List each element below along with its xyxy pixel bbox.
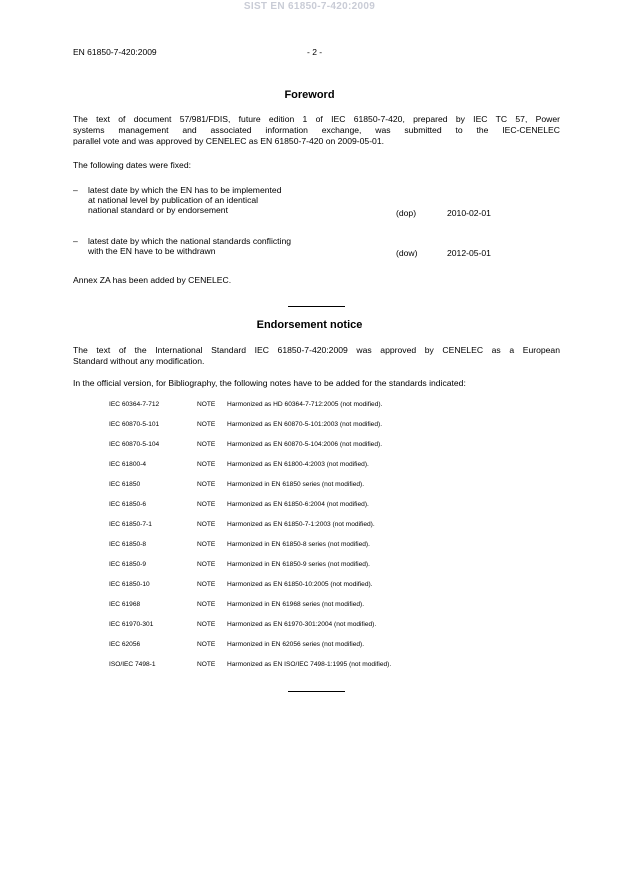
date-item-text-line-3: national standard or by endorsement (88, 205, 228, 215)
note-text: Harmonized as EN ISO/IEC 7498-1:1995 (not modified). (227, 661, 392, 668)
date-item-abbreviation: (dow) (396, 248, 418, 258)
standard-reference: IEC 61850 (109, 481, 141, 488)
note-text: Harmonized as EN 60870-5-104:2006 (not modified). (227, 441, 383, 448)
note-label: NOTE (197, 541, 216, 548)
date-item-date: 2010-02-01 (447, 208, 491, 218)
list-item (109, 441, 529, 461)
note-text: Harmonized as HD 60364-7-712:2005 (not modified). (227, 401, 383, 408)
list-item (109, 581, 529, 601)
note-text: Harmonized as EN 61800-4:2003 (not modified). (227, 461, 369, 468)
endorsement-paragraph-line-2: Standard without any modification. (73, 356, 205, 366)
note-text: Harmonized in EN 61850 series (not modified). (227, 481, 365, 488)
watermark: SIST EN 61850-7-420:2009 (243, 1, 376, 12)
dates-intro: The following dates were fixed: (73, 160, 191, 170)
standard-reference: IEC 61970-301 (109, 621, 154, 628)
date-item-text-line-1: latest date by which the EN has to be implemented (88, 185, 282, 195)
note-label: NOTE (197, 501, 216, 508)
date-item-text-line-2: with the EN have to be withdrawn (88, 246, 216, 256)
note-text: Harmonized as EN 61850-7-1:2003 (not modified). (227, 521, 375, 528)
list-item (109, 521, 529, 541)
list-item (109, 621, 529, 641)
standard-reference: IEC 60364-7-712 (109, 401, 160, 408)
list-dash: – (73, 185, 78, 195)
note-label: NOTE (197, 521, 216, 528)
page-number: - 2 - (307, 47, 323, 57)
foreword-paragraph-line-2: systems management and associated information exchange, was submitted to the IEC-CENELEC (73, 125, 560, 135)
note-text: Harmonized in EN 61850-9 series (not modified). (227, 561, 370, 568)
date-item-text-line-2: at national level by publication of an identical (88, 195, 259, 205)
standard-reference: IEC 61850-6 (109, 501, 147, 508)
list-item (109, 561, 529, 581)
endorsement-paragraph-line-1: The text of the International Standard IEC 61850-7-420:2009 was approved by CENELEC as a European (73, 345, 560, 355)
list-item (109, 421, 529, 441)
document-reference: EN 61850-7-420:2009 (73, 47, 157, 57)
foreword-title: Foreword (284, 89, 335, 101)
list-item (109, 641, 529, 661)
standard-reference: ISO/IEC 7498-1 (109, 661, 156, 668)
annex-note: Annex ZA has been added by CENELEC. (73, 275, 232, 285)
note-text: Harmonized as EN 61850-10:2005 (not modified). (227, 581, 373, 588)
standard-reference: IEC 61800-4 (109, 461, 147, 468)
list-item (109, 661, 529, 681)
standard-reference: IEC 61850-9 (109, 561, 147, 568)
note-text: Harmonized in EN 61968 series (not modified). (227, 601, 365, 608)
note-label: NOTE (197, 581, 216, 588)
list-item (109, 481, 529, 501)
note-label: NOTE (197, 461, 216, 468)
note-text: Harmonized in EN 62056 series (not modified). (227, 641, 365, 648)
note-text: Harmonized in EN 61850-8 series (not modified). (227, 541, 370, 548)
note-label: NOTE (197, 621, 216, 628)
bibliography-notes-list (109, 401, 529, 681)
standard-reference: IEC 62056 (109, 641, 141, 648)
note-label: NOTE (197, 441, 216, 448)
note-label: NOTE (197, 641, 216, 648)
bibliography-intro: In the official version, for Bibliography, the following notes have to be added for the standards indicated: (73, 378, 466, 388)
note-label: NOTE (197, 601, 216, 608)
list-item (109, 601, 529, 621)
date-item-abbreviation: (dop) (396, 208, 417, 218)
standard-reference: IEC 61850-8 (109, 541, 147, 548)
note-label: NOTE (197, 661, 216, 668)
list-item (109, 501, 529, 521)
standard-reference: IEC 60870-5-104 (109, 441, 160, 448)
list-item (109, 401, 529, 421)
standard-reference: IEC 61968 (109, 601, 141, 608)
endorsement-title: Endorsement notice (256, 319, 363, 331)
list-item (109, 541, 529, 561)
note-label: NOTE (197, 401, 216, 408)
note-label: NOTE (197, 421, 216, 428)
list-item (109, 461, 529, 481)
note-text: Harmonized as EN 61970-301:2004 (not modified). (227, 621, 377, 628)
section-divider (288, 691, 345, 692)
standard-reference: IEC 61850-10 (109, 581, 150, 588)
date-item-date: 2012-05-01 (447, 248, 491, 258)
note-label: NOTE (197, 561, 216, 568)
note-text: Harmonized as EN 60870-5-101:2003 (not modified). (227, 421, 383, 428)
standard-reference: IEC 60870-5-101 (109, 421, 160, 428)
foreword-paragraph-line-3: parallel vote and was approved by CENELEC as EN 61850-7-420 on 2009-05-01. (73, 136, 384, 146)
note-text: Harmonized as EN 61850-6:2004 (not modified). (227, 501, 369, 508)
list-dash: – (73, 236, 78, 246)
date-item-text-line-1: latest date by which the national standards conflicting (88, 236, 292, 246)
standard-reference: IEC 61850-7-1 (109, 521, 152, 528)
section-divider (288, 306, 345, 307)
foreword-paragraph-line-1: The text of document 57/981/FDIS, future edition 1 of IEC 61850-7-420, prepared by IEC TC 57, Power (73, 114, 560, 124)
note-label: NOTE (197, 481, 216, 488)
